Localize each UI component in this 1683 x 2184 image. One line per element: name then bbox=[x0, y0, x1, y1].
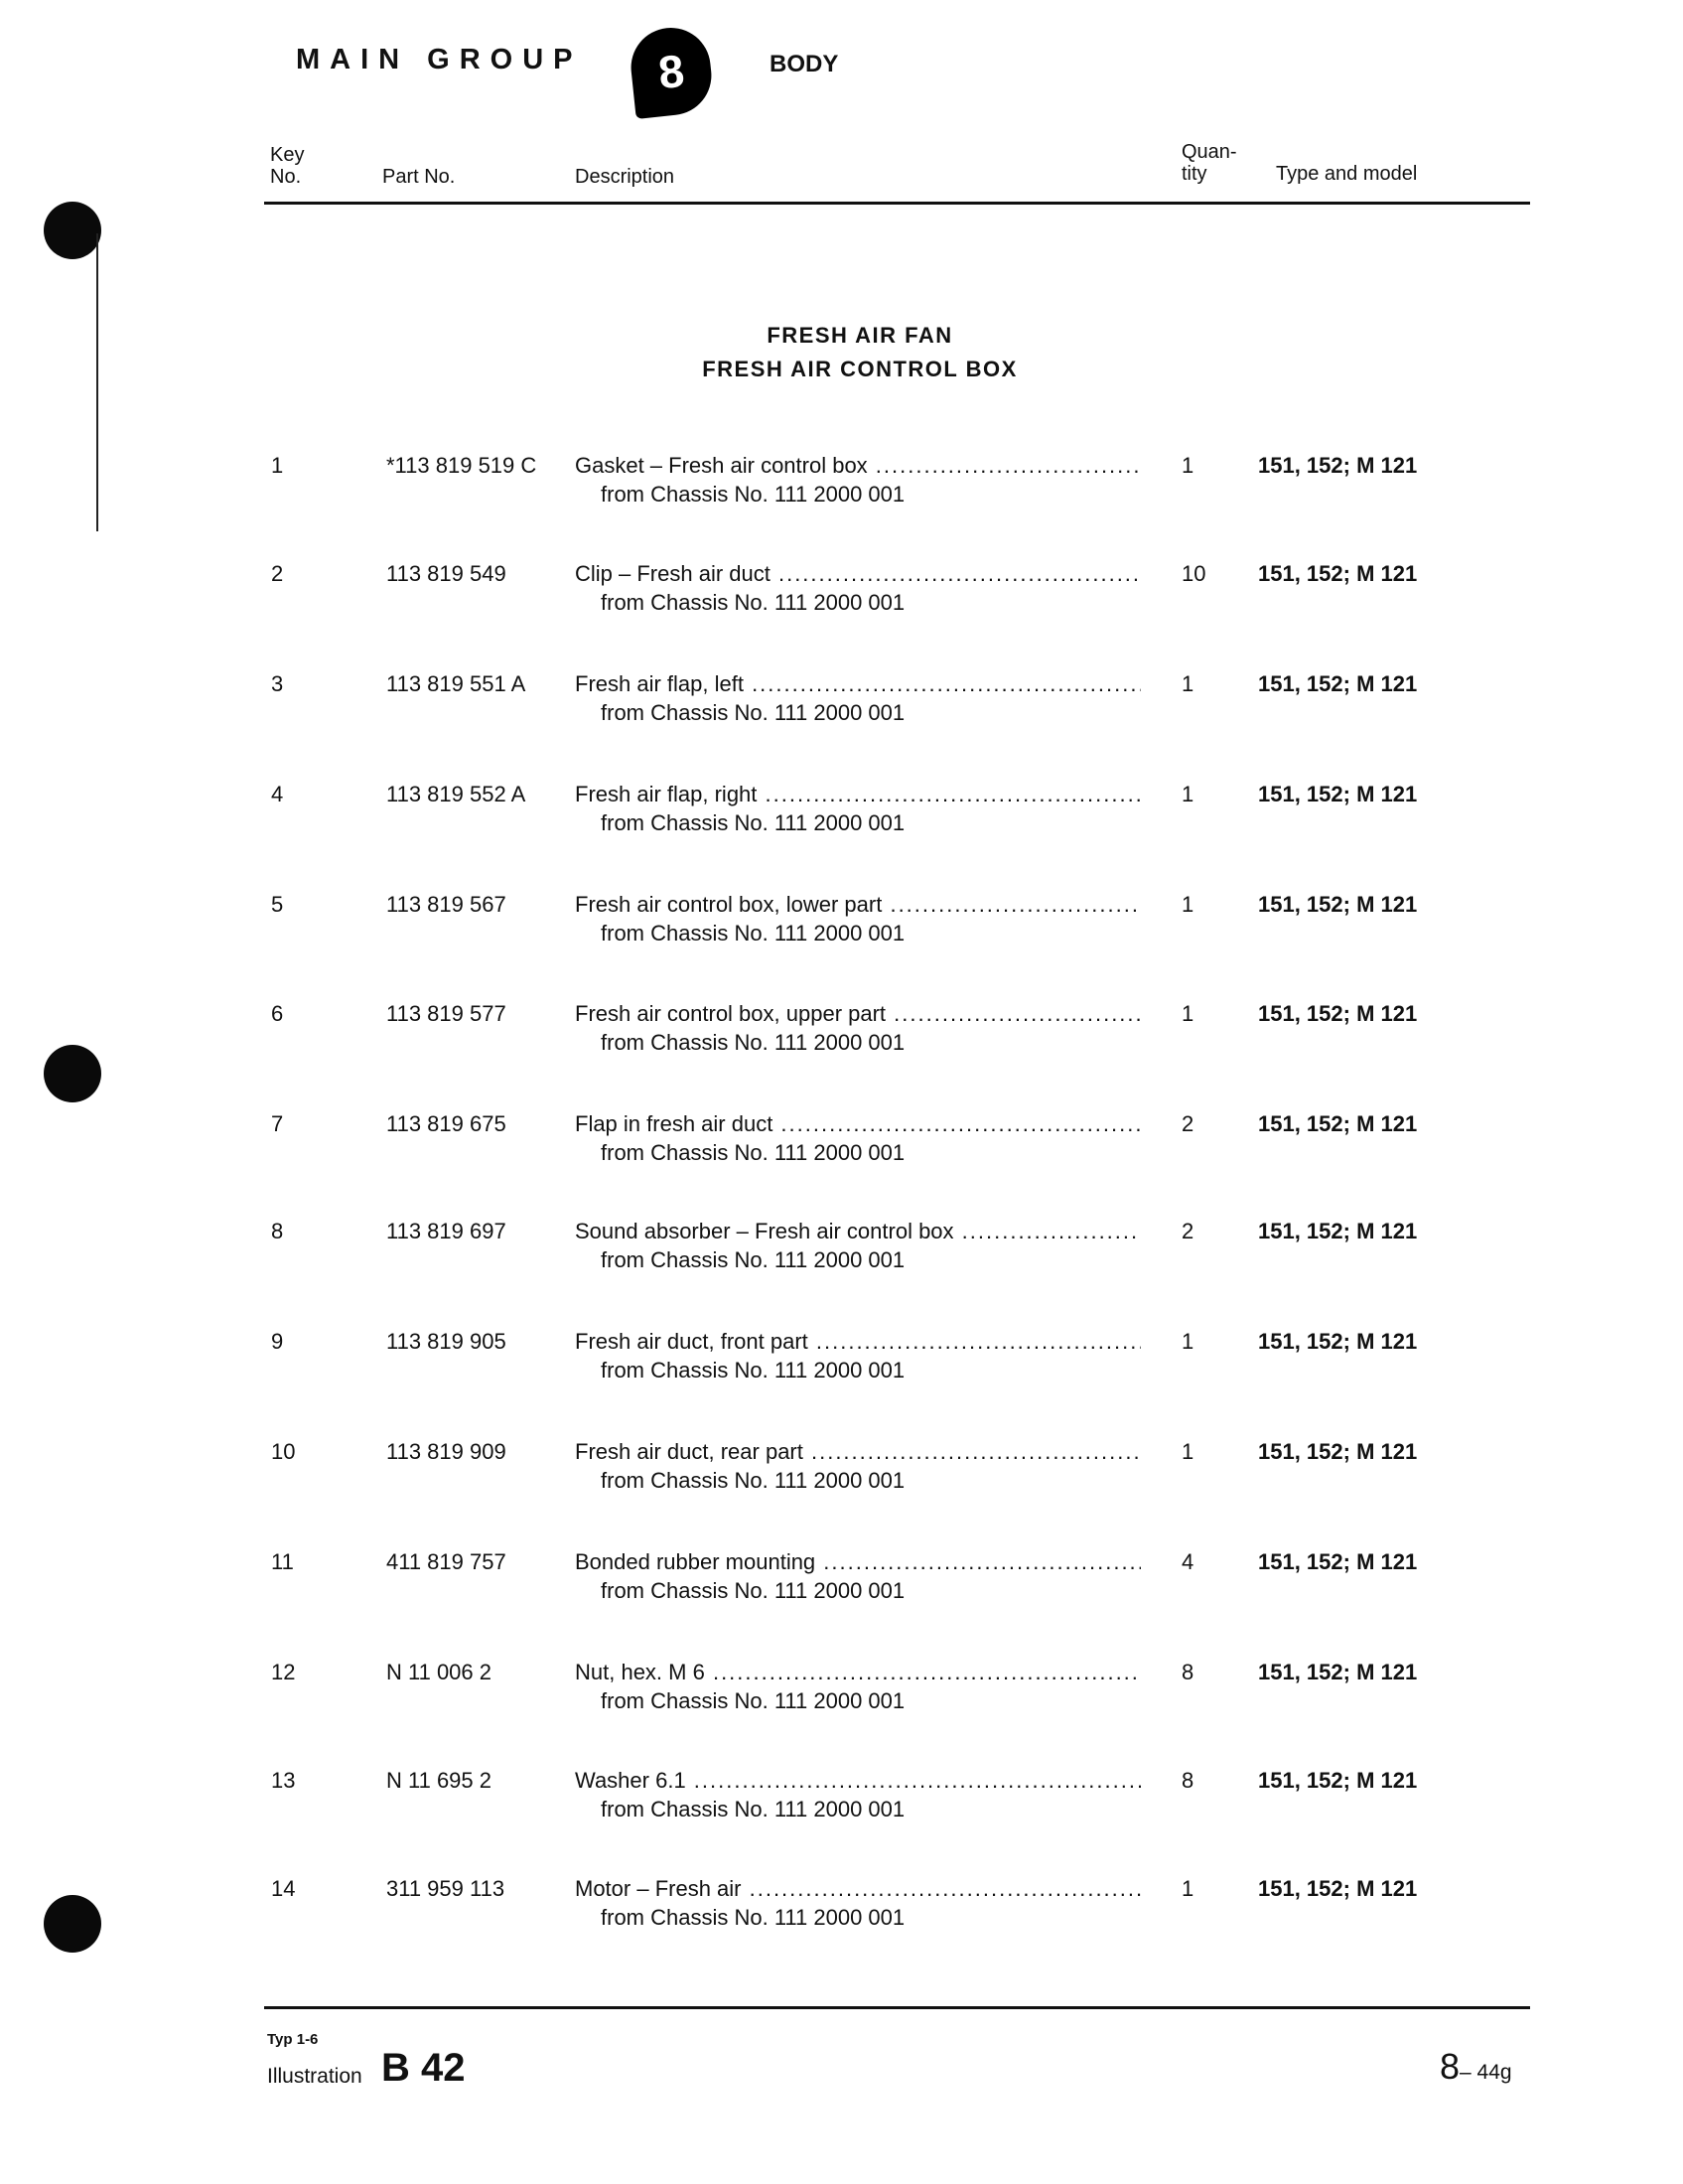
chassis-note: from Chassis No. 111 2000 001 bbox=[601, 1468, 906, 1493]
key-no: 4 bbox=[271, 782, 284, 806]
key-no: 13 bbox=[271, 1768, 296, 1793]
page-number-suffix: – 44g bbox=[1460, 2061, 1512, 2084]
table-row bbox=[0, 1660, 1683, 1739]
type-model: 151, 152; M 121 bbox=[1258, 453, 1418, 478]
description: Nut, hex. M 6 ..... bbox=[575, 1660, 1141, 1685]
type-model: 151, 152; M 121 bbox=[1258, 1219, 1418, 1243]
part-no: N 11 006 2 bbox=[386, 1660, 492, 1684]
description: Fresh air duct, rear part ..... bbox=[575, 1439, 1141, 1465]
table-row bbox=[0, 1001, 1683, 1081]
chassis-note: from Chassis No. 111 2000 001 bbox=[601, 700, 906, 725]
table-row bbox=[0, 1768, 1683, 1847]
part-no: 113 819 905 bbox=[386, 1329, 506, 1354]
page-number-main: 8 bbox=[1440, 2046, 1461, 2087]
quantity: 1 bbox=[1182, 671, 1194, 696]
part-no: 113 819 675 bbox=[386, 1111, 506, 1136]
part-no: 113 819 697 bbox=[386, 1219, 506, 1243]
section-title bbox=[264, 319, 1456, 386]
type-model: 151, 152; M 121 bbox=[1258, 1549, 1418, 1574]
table-row bbox=[0, 1549, 1683, 1629]
table-row bbox=[0, 1219, 1683, 1298]
description: Sound absorber – Fresh air control box ..... bbox=[575, 1219, 1141, 1244]
description: Fresh air flap, left ..... bbox=[575, 671, 1141, 697]
column-header-quantity bbox=[1182, 141, 1237, 185]
table-row bbox=[0, 561, 1683, 641]
description: Gasket – Fresh air control box ..... bbox=[575, 453, 1141, 479]
quantity: 1 bbox=[1182, 1876, 1194, 1901]
column-header-key bbox=[270, 144, 304, 188]
chassis-note: from Chassis No. 111 2000 001 bbox=[601, 1030, 906, 1055]
binder-hole-icon bbox=[44, 202, 101, 259]
key-no: 1 bbox=[271, 453, 284, 478]
description: Fresh air flap, right ..... bbox=[575, 782, 1141, 807]
part-no: N 11 695 2 bbox=[386, 1768, 492, 1793]
column-header-quantity-line1: Quan- bbox=[1182, 141, 1237, 163]
column-header-type-model: Type and model bbox=[1276, 163, 1418, 185]
table-row bbox=[0, 453, 1683, 532]
description: Clip – Fresh air duct ..... bbox=[575, 561, 1141, 587]
part-no: 113 819 549 bbox=[386, 561, 506, 586]
description: Washer 6.1 ..... bbox=[575, 1768, 1141, 1794]
type-model: 151, 152; M 121 bbox=[1258, 782, 1418, 806]
chassis-note: from Chassis No. 111 2000 001 bbox=[601, 1905, 906, 1930]
type-code: Typ 1-6 bbox=[267, 2031, 319, 2048]
description: Motor – Fresh air ..... bbox=[575, 1876, 1141, 1902]
type-model: 151, 152; M 121 bbox=[1258, 1876, 1418, 1901]
table-row bbox=[0, 671, 1683, 751]
illustration-label: Illustration bbox=[267, 2065, 362, 2088]
section-title-line1: FRESH AIR FAN bbox=[767, 323, 953, 348]
quantity: 1 bbox=[1182, 1439, 1194, 1464]
quantity: 1 bbox=[1182, 453, 1194, 478]
chassis-note: from Chassis No. 111 2000 001 bbox=[601, 590, 906, 615]
description: Fresh air control box, lower part ..... bbox=[575, 892, 1141, 918]
type-model: 151, 152; M 121 bbox=[1258, 1001, 1418, 1026]
table-row bbox=[0, 782, 1683, 861]
quantity: 1 bbox=[1182, 892, 1194, 917]
chassis-note: from Chassis No. 111 2000 001 bbox=[601, 1797, 906, 1821]
group-number-badge bbox=[628, 24, 716, 119]
key-no: 3 bbox=[271, 671, 284, 696]
quantity: 1 bbox=[1182, 1001, 1194, 1026]
header-divider bbox=[264, 202, 1530, 205]
chassis-note: from Chassis No. 111 2000 001 bbox=[601, 1358, 906, 1383]
quantity: 2 bbox=[1182, 1111, 1194, 1136]
section-title-line2: FRESH AIR CONTROL BOX bbox=[702, 357, 1018, 381]
footer-divider bbox=[264, 2006, 1530, 2009]
type-model: 151, 152; M 121 bbox=[1258, 561, 1418, 586]
quantity: 10 bbox=[1182, 561, 1206, 586]
chassis-note: from Chassis No. 111 2000 001 bbox=[601, 1247, 906, 1272]
chassis-note: from Chassis No. 111 2000 001 bbox=[601, 482, 906, 507]
chassis-note: from Chassis No. 111 2000 001 bbox=[601, 1578, 906, 1603]
chassis-note: from Chassis No. 111 2000 001 bbox=[601, 810, 906, 835]
key-no: 11 bbox=[271, 1549, 294, 1574]
type-model: 151, 152; M 121 bbox=[1258, 1439, 1418, 1464]
group-number: 8 bbox=[655, 44, 687, 99]
key-no: 7 bbox=[271, 1111, 284, 1136]
group-title: BODY bbox=[770, 51, 839, 77]
chassis-note: from Chassis No. 111 2000 001 bbox=[601, 1688, 906, 1713]
key-no: 9 bbox=[271, 1329, 284, 1354]
key-no: 5 bbox=[271, 892, 284, 917]
type-model: 151, 152; M 121 bbox=[1258, 1111, 1418, 1136]
part-no: 113 819 577 bbox=[386, 1001, 506, 1026]
table-row bbox=[0, 1876, 1683, 1956]
part-no: 411 819 757 bbox=[386, 1549, 506, 1574]
quantity: 8 bbox=[1182, 1660, 1194, 1684]
table-row bbox=[0, 892, 1683, 971]
illustration-code: B 42 bbox=[381, 2046, 466, 2090]
type-model: 151, 152; M 121 bbox=[1258, 892, 1418, 917]
description: Bonded rubber mounting ..... bbox=[575, 1549, 1141, 1575]
chassis-note: from Chassis No. 111 2000 001 bbox=[601, 1140, 906, 1165]
quantity: 4 bbox=[1182, 1549, 1194, 1574]
type-model: 151, 152; M 121 bbox=[1258, 1329, 1418, 1354]
table-row bbox=[0, 1329, 1683, 1408]
quantity: 1 bbox=[1182, 1329, 1194, 1354]
column-header-description: Description bbox=[575, 166, 675, 188]
key-no: 10 bbox=[271, 1439, 296, 1464]
key-no: 8 bbox=[271, 1219, 284, 1243]
description: Fresh air control box, upper part ..... bbox=[575, 1001, 1141, 1027]
quantity: 1 bbox=[1182, 782, 1194, 806]
chassis-note: from Chassis No. 111 2000 001 bbox=[601, 921, 906, 946]
key-no: 14 bbox=[271, 1876, 296, 1901]
type-model: 151, 152; M 121 bbox=[1258, 1768, 1418, 1793]
description: Fresh air duct, front part ..... bbox=[575, 1329, 1141, 1355]
part-no: 113 819 552 A bbox=[386, 782, 526, 806]
column-header-key-line1: Key bbox=[270, 144, 305, 166]
page-number bbox=[1440, 2046, 1512, 2088]
part-no: *113 819 519 C bbox=[386, 453, 537, 478]
table-row bbox=[0, 1439, 1683, 1519]
key-no: 6 bbox=[271, 1001, 284, 1026]
key-no: 2 bbox=[271, 561, 284, 586]
column-header-part-no: Part No. bbox=[382, 166, 456, 188]
quantity: 2 bbox=[1182, 1219, 1194, 1243]
key-no: 12 bbox=[271, 1660, 296, 1684]
part-no: 113 819 567 bbox=[386, 892, 506, 917]
type-model: 151, 152; M 121 bbox=[1258, 671, 1418, 696]
part-no: 113 819 909 bbox=[386, 1439, 506, 1464]
part-no: 311 959 113 bbox=[386, 1876, 505, 1901]
main-group-label: MAIN GROUP bbox=[296, 44, 583, 75]
column-header-key-line2: No. bbox=[270, 166, 302, 188]
part-no: 113 819 551 A bbox=[386, 671, 526, 696]
quantity: 8 bbox=[1182, 1768, 1194, 1793]
type-model: 151, 152; M 121 bbox=[1258, 1660, 1418, 1684]
column-header-quantity-line2: tity bbox=[1182, 163, 1207, 185]
description: Flap in fresh air duct ..... bbox=[575, 1111, 1141, 1137]
table-row bbox=[0, 1111, 1683, 1191]
